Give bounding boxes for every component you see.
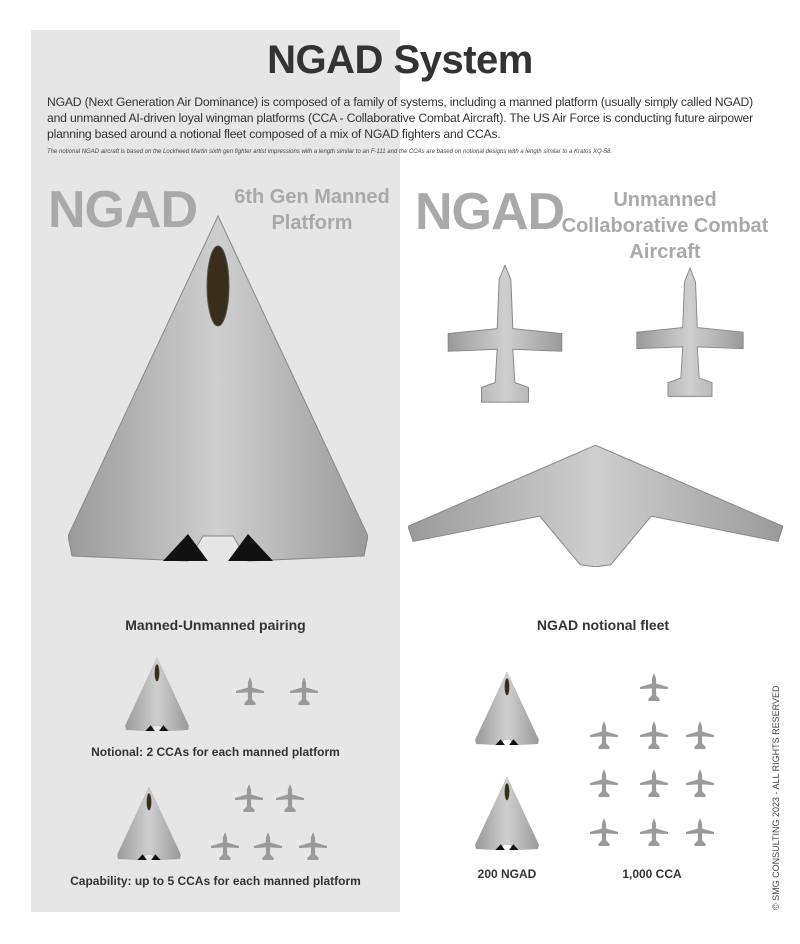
cca-icon — [590, 769, 618, 797]
fighter-icon — [125, 658, 189, 732]
cca-count-label: 1,000 CCA — [622, 867, 682, 881]
unmanned-heading: NGAD — [415, 183, 565, 241]
copyright: © SMG CONSULTING 2023 - ALL RIGHTS RESERVED — [771, 685, 781, 910]
cca-icon — [640, 673, 668, 701]
cca-icon — [686, 769, 714, 797]
notional-caption: Notional: 2 CCAs for each manned platform — [91, 745, 340, 759]
cca-icon — [235, 784, 263, 812]
fighter-icon — [475, 672, 539, 746]
fighter-icon — [117, 787, 181, 861]
capability-caption: Capability: up to 5 CCAs for each manned platform — [70, 874, 361, 888]
unmanned-subheading: Unmanned Collaborative Combat Aircraft — [561, 189, 769, 263]
page-title: NGAD System — [267, 38, 533, 82]
ngad-fighter-image — [68, 215, 368, 567]
ngad-count-label: 200 NGAD — [477, 867, 537, 881]
cca-icon — [640, 769, 668, 797]
cca-icon — [211, 832, 239, 860]
cca-icon — [590, 818, 618, 846]
cca-straight-wing-image — [445, 265, 565, 407]
cca-icon — [290, 677, 318, 705]
cca-swept-wing-image — [635, 262, 745, 407]
intro-paragraph: NGAD (Next Generation Air Dominance) is composed of a family of systems, including a manned platform (usually simply called NGAD) and unmanned AI-driven loyal wingman platforms (CCA - Collaborative Combat Aircraft). The US Air Force is conducting future airpower planning based around a notional fleet composed of a mix of NGAD fighters and CCAs. — [47, 95, 753, 141]
manned-heading: NGAD — [48, 181, 198, 239]
pairing-heading: Manned-Unmanned pairing — [125, 617, 306, 633]
cca-icon — [276, 784, 304, 812]
cca-icon — [640, 818, 668, 846]
cca-icon — [236, 677, 264, 705]
cca-icon — [640, 721, 668, 749]
cca-icon — [590, 721, 618, 749]
cca-icon — [299, 832, 327, 860]
fleet-heading: NGAD notional fleet — [536, 617, 670, 633]
footnote: The notional NGAD aircraft is based on the Lockheed Martin sixth gen fighter artist impressions with a length similar to an F-111 and the CCAs are based on notional designs with a length similar to a Kratos XQ-58. — [47, 149, 613, 155]
cca-icon — [686, 818, 714, 846]
manned-subheading: 6th Gen Manned Platform — [234, 186, 390, 234]
cca-icon — [254, 832, 282, 860]
cca-flying-wing-image — [408, 445, 783, 567]
cca-icon — [686, 721, 714, 749]
fighter-icon — [475, 777, 539, 851]
